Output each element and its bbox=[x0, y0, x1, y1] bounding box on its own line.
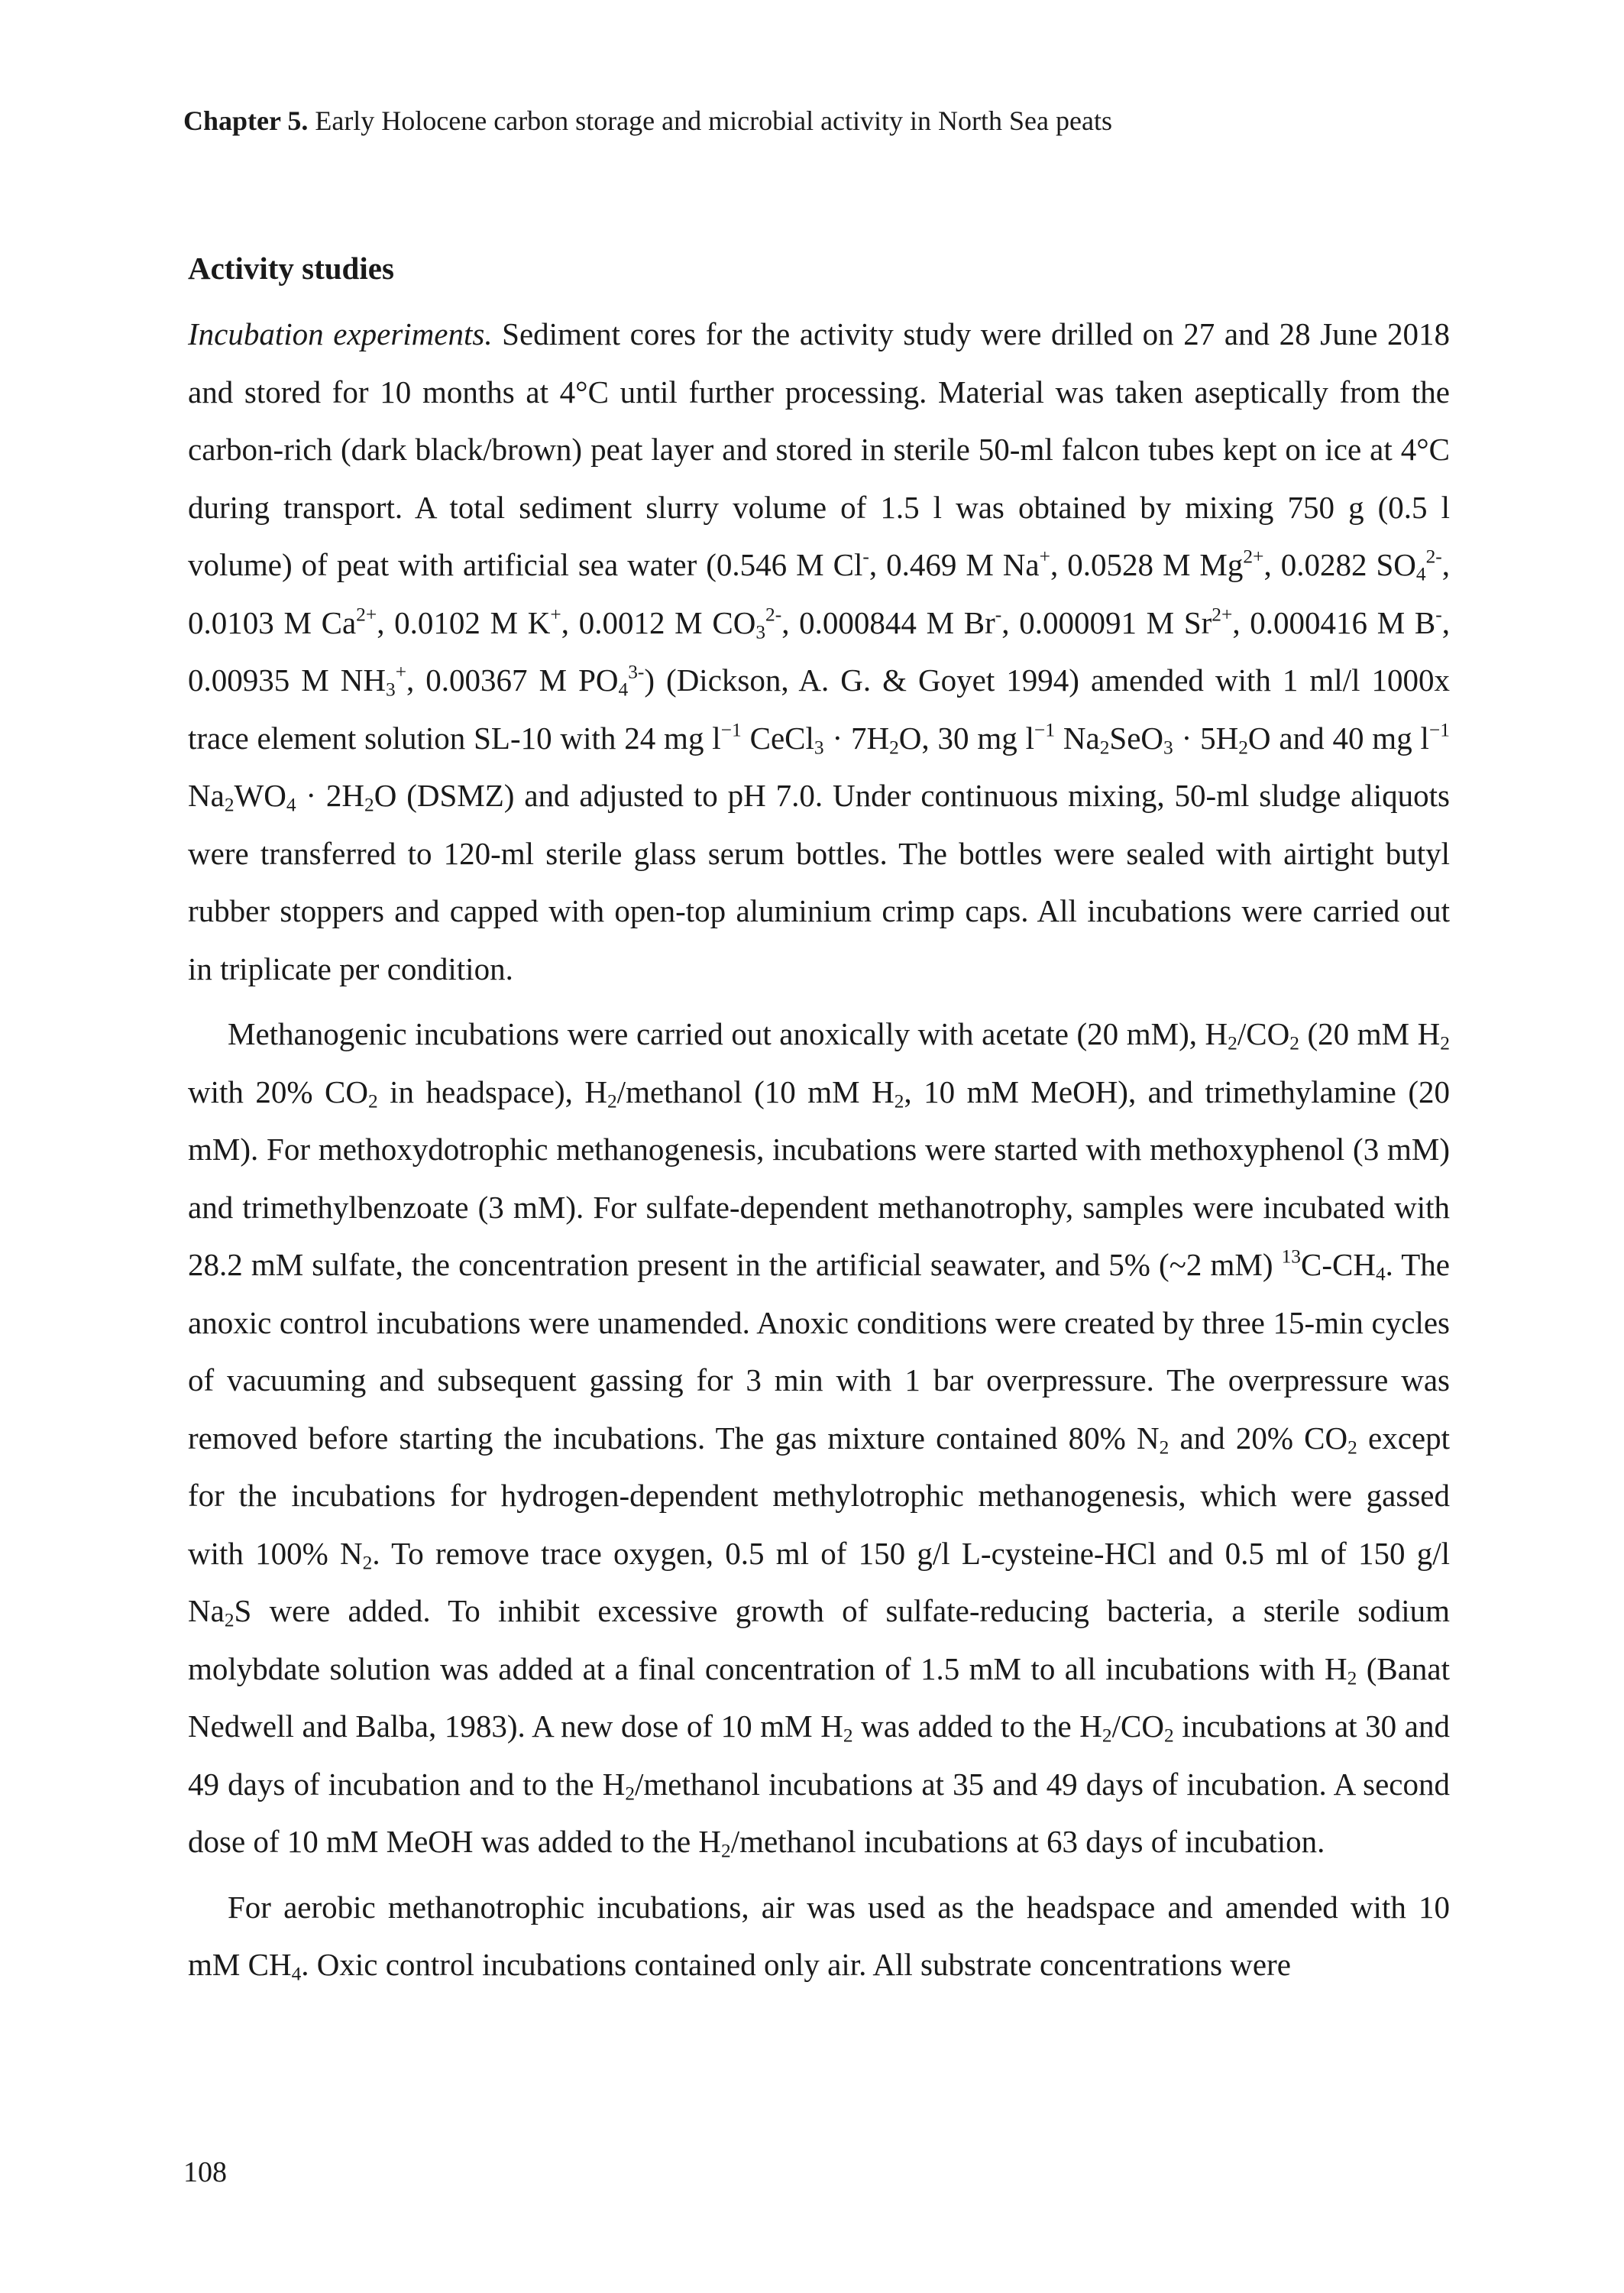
chapter-label: Chapter 5. bbox=[183, 105, 309, 136]
paragraph-aerobic-incubations: For aerobic methanotrophic incubations, air was used as the headspace and amended with 10 mM $CH_4$. Oxic control incubations contained only air. All substrate concentrations were bbox=[188, 1889, 1450, 1985]
paragraph-methanogenic-incubations: Methanogenic incubations were carried out anoxically with acetate (20 mM), $H_2/CO_2$ (20 mM $H_2$ with 20% $CO_2$ in headspace), $H_2$/methanol (10 mM $H_2$, 10 mM MeOH), and trimethylamine (20 mM). For methoxydotrophic methanogenesis, incubations were started with methoxyphenol (3 mM) and trimethylbenzoate (3 mM). For sulfate-dependent methanotrophy, samples were incubated with 28.2 mM sulfate, the concentration present in the artificial seawater, and 5% (~2 mM) $^{13}C-CH_4$. The anoxic control incubations were unamended. Anoxic conditions were created by three 15-min cycles of vacuuming and subsequent gassing for 3 min with 1 bar overpressure. The overpressure was removed before starting the incubations. The gas mixture contained 80% $N_2$ and 20% $CO_2$ except for the incubations for hydrogen-dependent methylotrophic methanogenesis, which were gassed with 100% $N_2$. To remove trace oxygen, 0.5 ml of 150 g/l L-cysteine-HCl and 0.5 ml of 150 g/l $Na_2S$ were added. To inhibit excessive growth of sulfate-reducing bacteria, a sterile sodium molybdate solution was added at a final concentration of 1.5 mM to all incubations with $H_2$ (Banat Nedwell and Balba, 1983). A new dose of 10 mM $H_2$ was added to the $H_2/CO_2$ incubations at 30 and 49 days of incubation and to the $H_2$/methanol incubations at 35 and 49 days of incubation. A second dose of 10 mM MeOH was added to the $H_2$/methanol incubations at 63 days of incubation. bbox=[188, 1016, 1451, 1862]
paragraph-lead-in: Incubation experiments. bbox=[188, 316, 493, 351]
chapter-title: Early Holocene carbon storage and microbial activity in North Sea peats bbox=[315, 105, 1112, 136]
page-number: 108 bbox=[183, 2156, 227, 2188]
paragraph-incubation-experiments: Incubation experiments. Sediment cores for the activity study were drilled on 27 and 28 June 2018 and stored for 10 months at 4°C until further processing. Material was taken aseptically from the carbon-rich (dark black/brown) peat layer and stored in sterile 50-ml falcon tubes kept on ice at 4°C during transport. A total sediment slurry volume of 1.5 l was obtained by mixing 750 g (0.5 l volume) of peat with artificial sea water (0.546 M Cl-, 0.469 M Na+, 0.0528 M $Mg^{2+}$, 0.0282 $SO_4^{2-}$, 0.0103 M $Ca^{2+}$, 0.0102 M K+, 0.0012 M $CO_3^{2-}$, 0.000844 M Br-, 0.000091 M $Sr^{2+}$, 0.000416 M B-, 0.00935 M $NH_3^+$, 0.00367 M $PO_4^{3-}$) (Dickson, A. G. & Goyet 1994) amended with 1 ml/l 1000x trace element solution SL-10 with 24 mg $l^{-1}$ CeCl$_3$ · $7H_2O$, 30 mg $l^{-1}$ $Na_2SeO_3 \cdot 5H_2O$ and 40 mg $l^{-1}$ $Na_2WO_4 \cdot 2H_2O$ (DSMZ) and adjusted to pH 7.0. Under continuous mixing, 50-ml sludge aliquots were transferred to 120-ml sterile glass serum bottles. The bottles were sealed with airtight butyl rubber stoppers and capped with open-top aluminium crimp caps. All incubations were carried out in triplicate per condition. bbox=[188, 316, 1450, 986]
body-text bbox=[188, 306, 1450, 1994]
running-header bbox=[183, 102, 1112, 139]
section-heading: Activity studies bbox=[188, 251, 394, 286]
